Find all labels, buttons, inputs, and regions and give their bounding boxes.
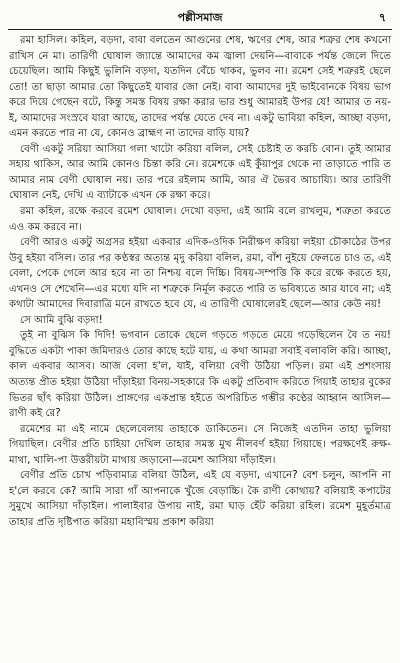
- paragraph: বেণী আরও একটু অগ্রসর হইয়া একবার এদিক-ওদিক নিরীক্ষণ করিয়া লইয়া চৌকাঠের উপর উবু হইয়া বসিল। তার পর কণ্ঠস্বর অত্যন্ত মৃদু করিয়া বলিল, রমা, বাঁশ নুইয়ে ফেলতে চাও ত, এই বেলা, পেকে গেলে আর হবে না তা নিশ্চয় বলে দিচ্চি। বিষয়-সম্পত্তি কি করে রক্ষে করতে হয়, এখনও সে শেখেনি—এর মধ্যে যদি না শত্রুকে নির্মূল করতে পারি ত ভবিষ্যতে আর যাবে না; এই কথাটা আমাদের দিবারাত্রি মনে রাখতে হবে যে, এ তারিণী ঘোষালেরই ছেলে—আর কেউ নয়!: [9, 237, 391, 311]
- running-title: পল্লীসমাজ: [177, 11, 223, 24]
- paragraph: রমেশের মা এই নামে ছেলেবেলায় তাহাকে ডাকিতেন। সে নিজেই এতদিন তাহা ভুলিয়া গিয়াছিল। বেণীর প্রতি চাহিয়া দেখিল তাহার সমস্ত মুখ নীলবর্ণ হইয়া গিয়াছে। পরক্ষণেই রুক্ষ-মাথা, খালি-পা উত্তরীয়টা মাথায় জড়ানো—রমেশ আসিয়া দাঁড়াইল।: [9, 423, 391, 466]
- paragraph: রমা হাসিল। কহিল, বড়দা, বাবা বলতেন আগুনের শেষ, ঋণের শেষ, আর শত্রুর শেষ কখনো রাখিস নে মা। তারিণী ঘোষাল জ্যান্তে আমাদের কম জ্বালা দেয়নি—বাবাকে পর্যন্ত জেলে দিতে চেয়েছিল। আমি কিছুই ভুলিনি বড়দা, যতদিন বেঁচে থাকব, ভুলব না। রমেশ সেই শত্রুরই ছেলে তো! তা ছাড়া আমার তো কিছুতেই যাবার জো নেই। বাবা আমাদের দুই ভাইবোনকে বিষয় ভাগ করে দিয়ে গেছেন বটে, কিন্তু সমস্ত বিষয় রক্ষা করার ভার শুধু আমারই উপর যে! আমার ত নয়-ই, আমাদের সংস্রবে যারা আছে, তাদের পর্যন্ত যেতে দেব না। একটু ভাবিয়া কহিল, আচ্ছা বড়দা, এমন করতে পার না যে, কোনও ব্রাহ্মণ না তাদের বাড়ি যায়?: [9, 35, 391, 140]
- body-text: [9, 33, 391, 655]
- page-header: [0, 8, 400, 28]
- paragraph: তুই না বুঝিস কি দিদি! ভগবান তোকে ছেলে গড়তে গড়তে মেয়ে গড়েছিলেন বৈ ত নয়! বুদ্ধিতে একটা পাকা জমিদারও তোর কাছে হটে যায়, এ কথা আমরা সবাই বলাবলি করি। আচ্ছা, কাল একবার আসব। আজ বেলা হ'ল, যাই, বলিয়া বেণী উঠিয়া পড়িল। রমা এই প্রশংসায় অত্যন্ত প্রীত হইয়া উঠিয়া দাঁড়াইয়া বিনয়-সহকারে কি একটু প্রতিবাদ করিতে গিয়াই তাহার বুকের ভিতর ছাঁৎ করিয়া উঠিল। প্রাঙ্গণের একপ্রান্ত হইতে অপরিচিত গম্ভীর কণ্ঠের আহ্বান আসিল—রাণী কই রে?: [9, 330, 391, 420]
- paragraph: সে আমি বুঝি বড়দা!: [20, 314, 103, 326]
- header-divider: [8, 29, 392, 30]
- paragraph: বেণীর প্রতি চোখ পড়িবামাত্র বলিয়া উঠিল, এই যে বড়দা, এখানে? বেশ চলুন, আপনি না হ'লে করবে কে? আমি সারা গাঁ আপনাকে খুঁজে বেড়াচ্চি। কৈ রাণী কোথায়? বলিয়াই কপাটের সুমুখে আসিয়া দাঁড়াইল। পালাইবার উপায় নাই, রমা ঘাড় হেঁট করিয়া রহিল। রমেশ মুহূর্তমাত্র তাহার প্রতি দৃষ্টিপাত করিয়া মহাবিস্ময় প্রকাশ করিয়া: [9, 470, 391, 528]
- page-number: ৭: [378, 11, 386, 24]
- paragraph: রমা কহিল, রক্ষে করবে রমেশ ঘোষাল। দেখো বড়দা, এই আমি বলে রাখলুম, শত্রুতা করতে এও কম করবে না।: [9, 206, 391, 233]
- paragraph: বেণী একটু সরিয়া আসিয়া গলা খাটো করিয়া বলিল, সেই চেষ্টাই ত করচি বোন। তুই আমার সহায় থাকিস, আর আমি কোনও চিন্তা করি নে। রমেশকে এই কুঁয়াপুর থেকে না তাড়াতে পারি ত আমার নাম বেণী ঘোষাল নয়। তার পরে রইলাম আমি, আর ঐ ভৈরব আচায্যি। আর তারিণী ঘোষাল নেই, দেখি এ ব্যাটাকে এখন কে রক্ষা করে।: [9, 143, 391, 202]
